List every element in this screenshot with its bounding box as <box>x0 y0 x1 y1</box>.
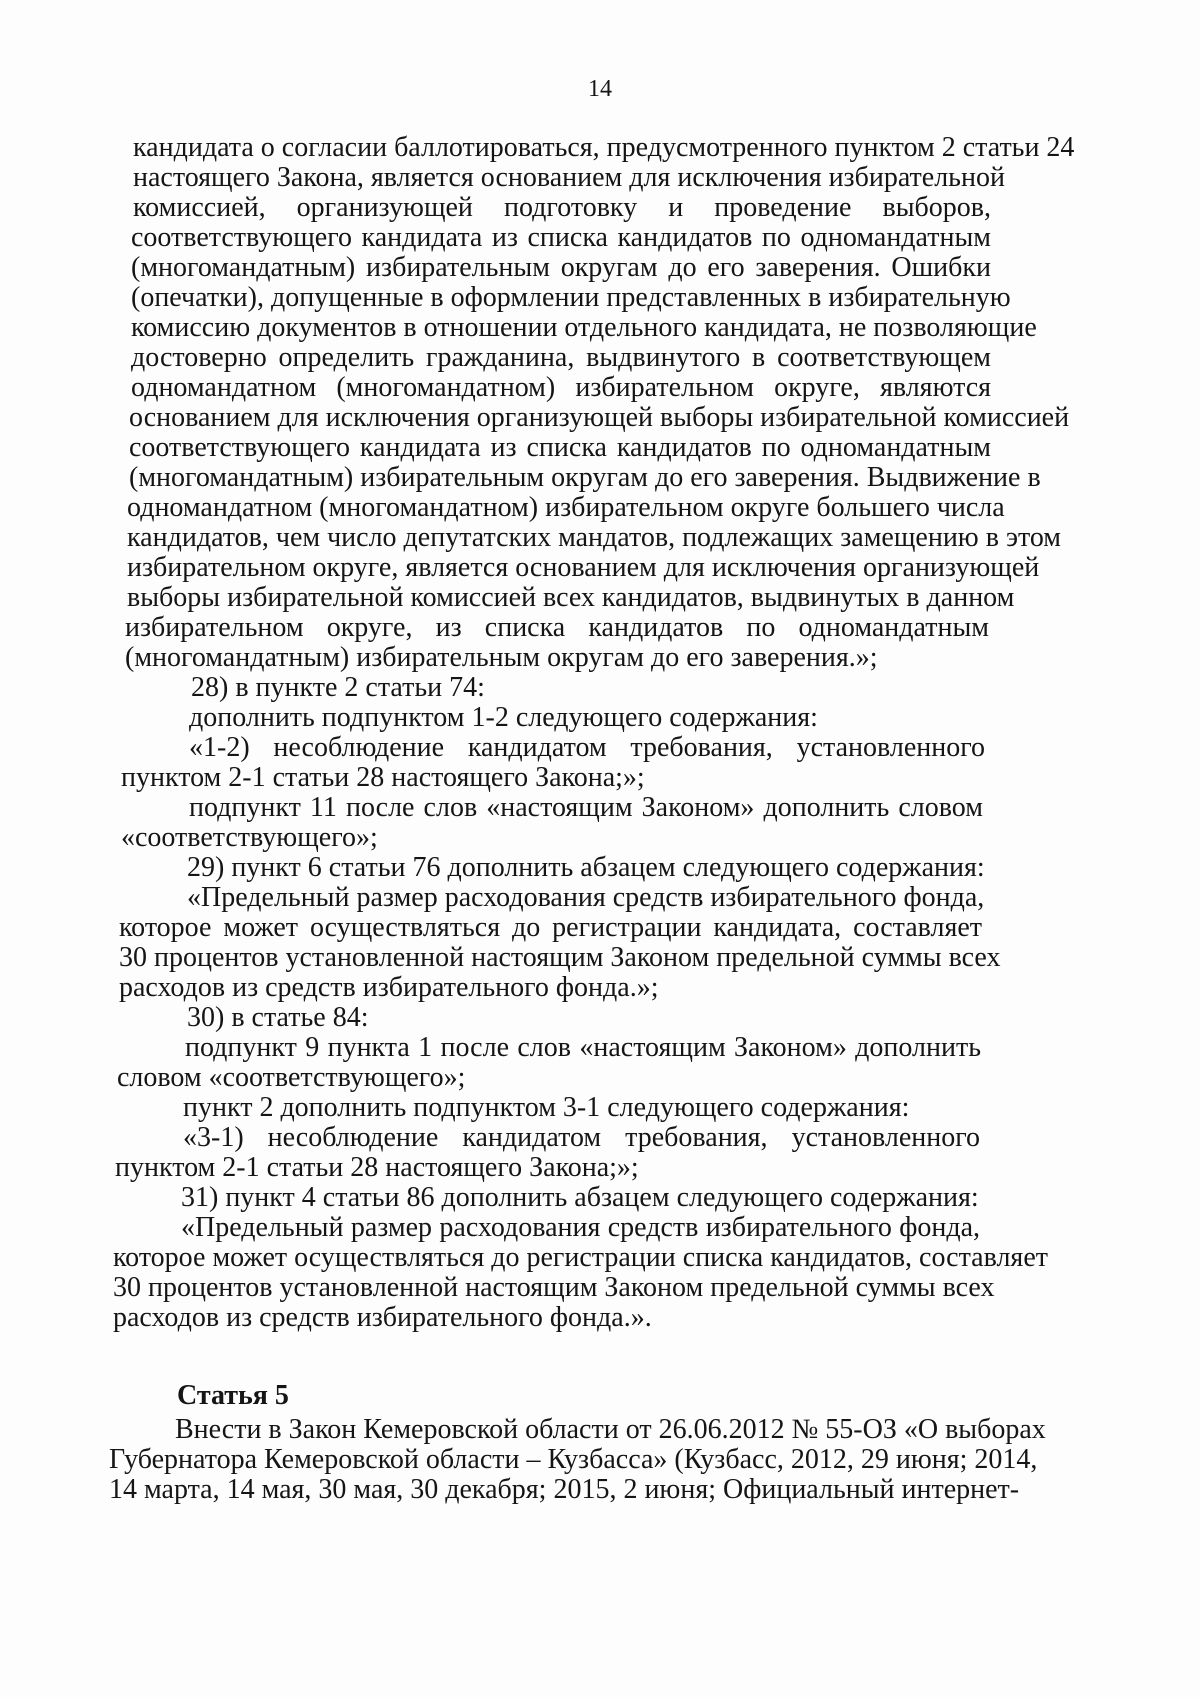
text-line: словом «соответствующего»; <box>117 1062 466 1093</box>
text-line: 28) в пункте 2 статьи 74: <box>191 672 485 703</box>
text-line: «3-1) несоблюдение кандидатом требования, установленного <box>183 1122 980 1153</box>
text-line: (многомандатным) избирательным округам до его заверения. Выдвижение в <box>129 462 1041 493</box>
text-line: 31) пункт 4 статьи 86 дополнить абзацем следующего содержания: <box>181 1182 979 1213</box>
text-line: Губернатора Кемеровской области – Кузбасса» (Кузбасс, 2012, 29 июня; 2014, <box>109 1444 1038 1475</box>
page-number: 14 <box>588 76 612 102</box>
text-line: (многомандатным) избирательным округам до его заверения. Ошибки <box>131 252 991 283</box>
text-line: 29) пункт 6 статьи 76 дополнить абзацем следующего содержания: <box>187 852 985 883</box>
text-line: достоверно определить гражданина, выдвинутого в соответствующем <box>131 342 991 373</box>
text-line: основанием для исключения организующей выборы избирательной комиссией <box>129 402 1070 433</box>
text-line: (опечатки), допущенные в оформлении представленных в избирательную <box>131 282 1011 313</box>
text-line: кандидатов, чем число депутатских мандатов, подлежащих замещению в этом <box>127 522 1062 553</box>
text-line: подпункт 9 пункта 1 после слов «настоящим Законом» дополнить <box>185 1032 981 1063</box>
text-line: расходов из средств избирательного фонда.». <box>113 1302 652 1333</box>
text-line: комиссией, организующей подготовку и проведение выборов, <box>133 192 991 223</box>
text-line: 30 процентов установленной настоящим Законом предельной суммы всех <box>119 942 1001 973</box>
text-line: расходов из средств избирательного фонда.»; <box>119 972 659 1003</box>
article-heading: Статья 5 <box>177 1380 289 1411</box>
text-line: 14 марта, 14 мая, 30 мая, 30 декабря; 2015, 2 июня; Официальный интернет- <box>109 1474 1020 1505</box>
text-line: настоящего Закона, является основанием для исключения избирательной <box>133 162 1005 193</box>
text-line: 30 процентов установленной настоящим Законом предельной суммы всех <box>113 1272 995 1303</box>
text-line: одномандатном (многомандатном) избирательном округе большего числа <box>127 492 1005 523</box>
text-line: одномандатном (многомандатном) избирательном округе, являются <box>131 372 991 403</box>
text-line: кандидата о согласии баллотироваться, предусмотренного пунктом 2 статьи 24 <box>133 132 1075 163</box>
text-line: избирательном округе, из списка кандидатов по одномандатным <box>125 612 989 643</box>
text-line: Внести в Закон Кемеровской области от 26.06.2012 № 55-ОЗ «О выборах <box>175 1414 1046 1445</box>
text-line: которое может осуществляться до регистрации списка кандидатов, составляет <box>113 1242 1048 1273</box>
text-line: выборы избирательной комиссией всех кандидатов, выдвинутых в данном <box>127 582 1015 613</box>
text-line: соответствующего кандидата из списка кандидатов по одномандатным <box>131 222 991 253</box>
text-line: избирательном округе, является основанием для исключения организующей <box>127 552 1040 583</box>
text-line: пунктом 2-1 статьи 28 настоящего Закона;»; <box>121 762 645 793</box>
text-line: соответствующего кандидата из списка кандидатов по одномандатным <box>129 432 991 463</box>
text-line: «соответствующего»; <box>121 822 378 853</box>
text-line: 30) в статье 84: <box>187 1002 369 1033</box>
text-line: комиссию документов в отношении отдельного кандидата, не позволяющие <box>131 312 1037 343</box>
text-line: которое может осуществляться до регистрации кандидата, составляет <box>119 912 982 943</box>
text-line: подпункт 11 после слов «настоящим Законом» дополнить словом <box>189 792 983 823</box>
text-line: пунктом 2-1 статьи 28 настоящего Закона;»; <box>115 1152 639 1183</box>
text-line: «1-2) несоблюдение кандидатом требования, установленного <box>189 732 985 763</box>
text-line: (многомандатным) избирательным округам до его заверения.»; <box>125 642 878 673</box>
text-line: дополнить подпунктом 1-2 следующего содержания: <box>189 702 818 733</box>
text-line: пункт 2 дополнить подпунктом 3-1 следующего содержания: <box>183 1092 910 1123</box>
text-line: «Предельный размер расходования средств избирательного фонда, <box>181 1212 980 1243</box>
text-line: «Предельный размер расходования средств избирательного фонда, <box>187 882 985 913</box>
